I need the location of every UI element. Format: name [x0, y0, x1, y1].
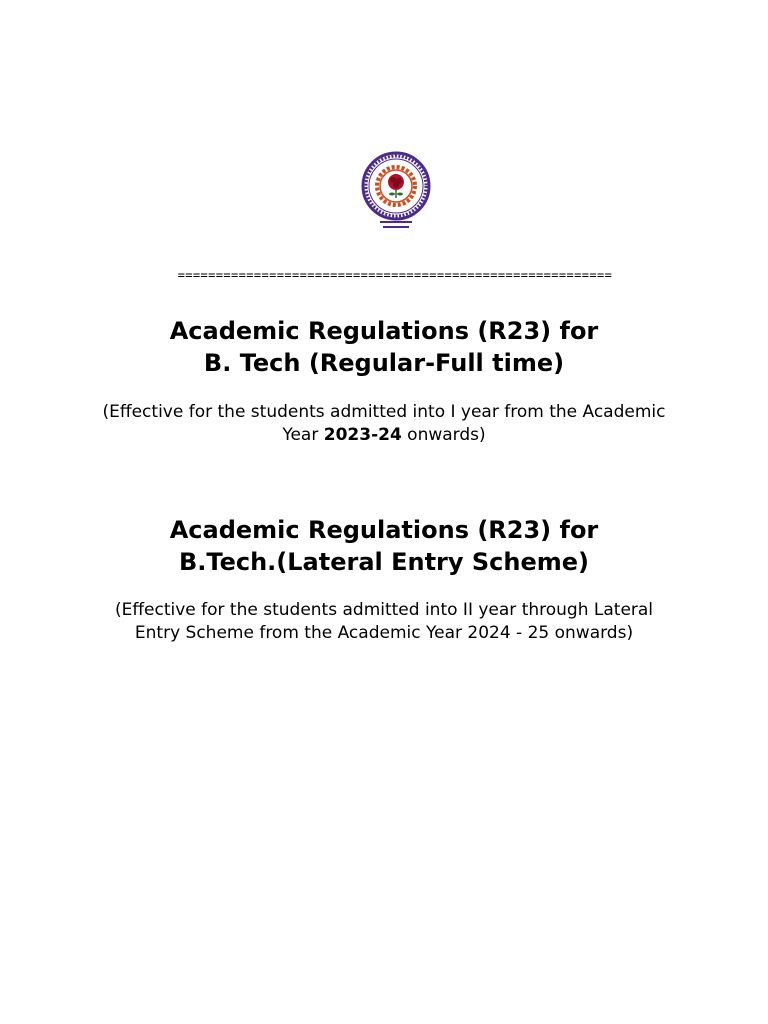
regular-heading — [0, 315, 768, 379]
regular-effective-note — [0, 401, 768, 447]
regular-note-year: 2023-24 — [323, 425, 402, 445]
regular-note-line2 — [0, 424, 768, 447]
regular-note-suffix: onwards) — [401, 425, 486, 445]
lateral-effective-note — [0, 599, 768, 645]
regular-heading-line2: B. Tech (Regular-Full time) — [203, 349, 565, 377]
regular-heading-line1: Academic Regulations (R23) for — [169, 317, 599, 345]
divider-line: ========================================================= — [177, 268, 613, 282]
lateral-heading-line1: Academic Regulations (R23) for — [169, 516, 599, 544]
lateral-note-line1: (Effective for the students admitted into II year through Lateral — [114, 600, 654, 620]
regular-note-line1: (Effective for the students admitted into I year from the Academic — [102, 402, 666, 422]
lateral-heading-line2: B.Tech.(Lateral Entry Scheme) — [178, 548, 590, 576]
lateral-note-line2: Entry Scheme from the Academic Year 2024 - 25 onwards) — [134, 623, 634, 643]
university-seal-logo — [352, 148, 440, 232]
regular-note-year-prefix: Year — [282, 425, 324, 445]
lateral-heading — [0, 514, 768, 578]
